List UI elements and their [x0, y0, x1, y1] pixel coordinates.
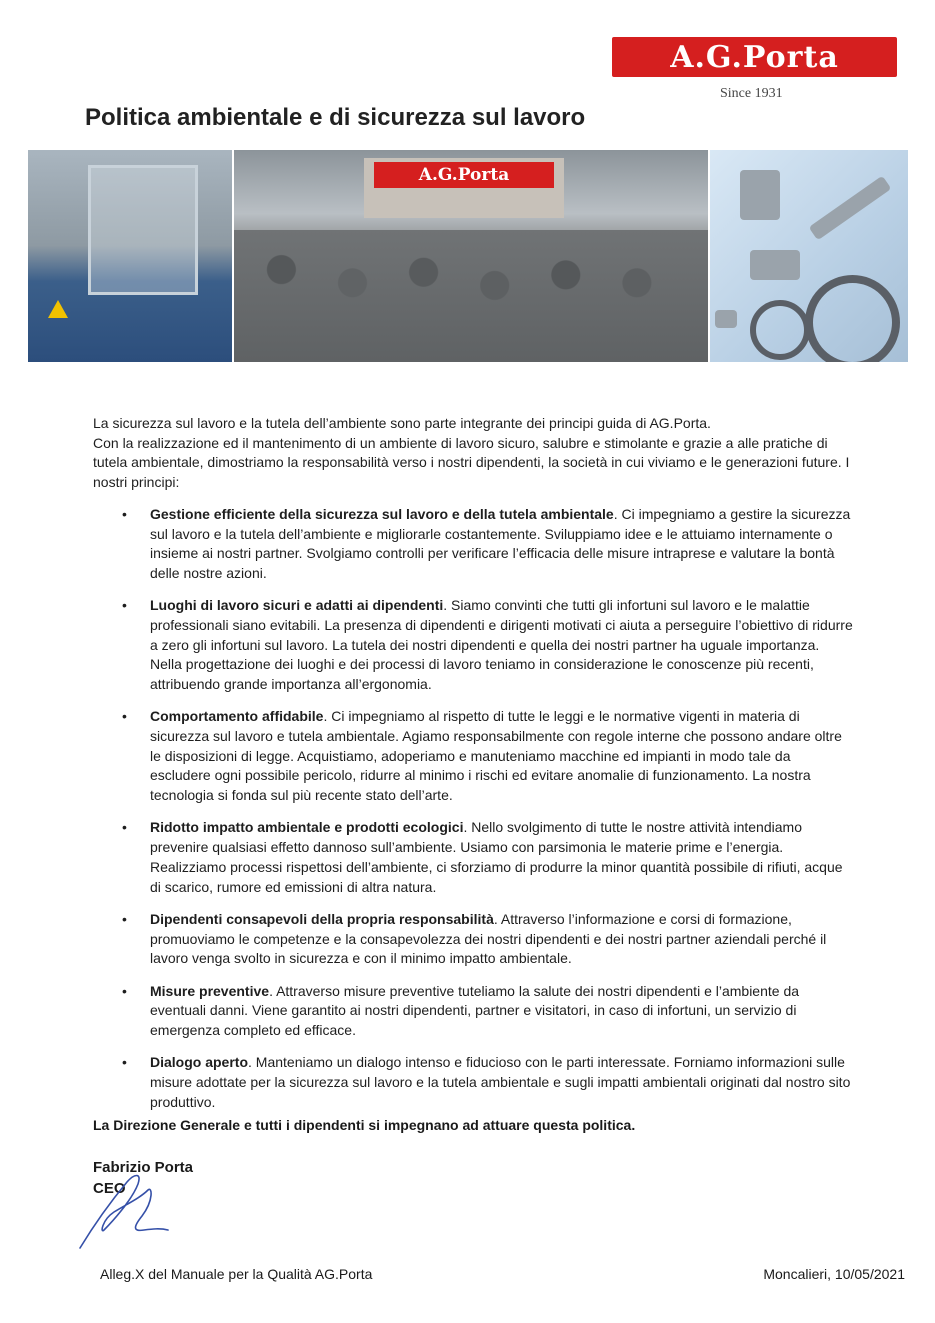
principle-text: . Ci impegniamo a gestire la sicurezza sul lavoro e la tutela dell’ambiente e migliorarle costantemente. Sviluppiamo idee e le attuiamo internamente o insieme ai nostri partner. Svolgiamo controlli per verificare l’efficacia delle misure intraprese e valutare la bontà delle nostre azioni. — [150, 505, 851, 581]
principle-text: . Attraverso l’informazione e corsi di formazione, promuoviamo le competenze e la consapevolezza dei nostri dipendenti e dei nostri partner aziendali perché il lavoro venga svolto in sicurezza e con il minimo impatto ambientale. — [150, 910, 827, 967]
page-title: Politica ambientale e di sicurezza sul lavoro — [85, 104, 586, 131]
bullet-icon: • — [122, 910, 127, 927]
principle-text: . Nello svolgimento di tutte le nostre attività intendiamo prevenire qualsiasi effetto dannoso sull’ambiente. Usiamo con parsimonia le materie prime e l’energia. Realizziamo processi rispettosi dell’ambiente, ci sforziamo di produrre la minor quantità possibile di rifiuti, acque di scarico, rumore ed emissioni di altra natura. — [150, 819, 843, 895]
company-logo — [612, 37, 897, 103]
intro-paragraph-2: Con la realizzazione ed il mantenimento di un ambiente di lavoro sicuro, salubre e stimolante e grazie a alle pratiche di tutela ambientale, dimostriamo la responsabilità verso i nostri dipendenti, la società in cui viviamo e le generazioni future. I nostri principi: — [93, 434, 850, 491]
factory-machine-photo — [28, 150, 232, 362]
intro-paragraph-1: La sicurezza sul lavoro e la tutela dell’ambiente sono parte integrante dei principi guida di AG.Porta. — [93, 415, 711, 431]
gear-ring-large — [805, 275, 900, 362]
principle-text: . Attraverso misure preventive tuteliamo la salute dei nostri dipendenti e l’ambiente da eventuali danni. Viene garantito ai nostri dipendenti, partner e visitatori, in caso di infortuni, un servizio di emergenza completo ed efficace. — [150, 982, 800, 1038]
part-bracket — [740, 170, 780, 220]
footer-place-date: Moncalieri, 10/05/2021 — [763, 1266, 905, 1282]
bullet-icon: • — [122, 1054, 127, 1071]
principle-item — [122, 818, 853, 897]
mechanical-parts-photo — [710, 150, 908, 362]
principle-item — [122, 1053, 853, 1112]
bullet-icon: • — [122, 708, 127, 725]
principle-heading: Gestione efficiente della sicurezza sul lavoro e della tutela ambientale — [150, 505, 614, 522]
principle-heading: Dialogo aperto — [150, 1054, 249, 1071]
principle-heading: Luoghi di lavoro sicuri e adatti ai dipendenti — [150, 597, 444, 614]
principle-item — [122, 982, 853, 1041]
principles-list — [93, 505, 853, 1113]
banner-photo-collage — [28, 150, 908, 362]
employees-crowd — [234, 230, 708, 362]
part-cap — [715, 310, 737, 328]
bullet-icon: • — [122, 982, 127, 999]
principle-item — [122, 505, 853, 584]
footer-reference: Alleg.X del Manuale per la Qualità AG.Porta — [100, 1266, 373, 1282]
signer-name: Fabrizio Porta — [93, 1159, 194, 1176]
principle-heading: Comportamento affidabile — [150, 708, 324, 725]
principle-text: . Ci impegniamo al rispetto di tutte le leggi e le normative vigenti in materia di sicurezza sul lavoro e tutela ambientale. Agiamo responsabilmente con regole interne che possono andare oltre le disposizioni di legge. Acquistiamo, adoperiamo e manuteniamo macchine ed impianti in modo tale da escludere ogni possibile pericolo, ridurre al minimo i rischi ed evitare anomalie di funzionamento. La nostra tecnologia si fonda sul più recente stato dell’arte. — [150, 708, 842, 804]
bullet-icon: • — [122, 505, 127, 522]
building-sign-text: A.G.Porta — [418, 165, 510, 185]
signer-role: CEO — [93, 1180, 126, 1197]
closing-statement: La Direzione Generale e tutti i dipendenti si impegnano ad attuare questa politica. — [93, 1117, 636, 1133]
handwritten-signature — [72, 1160, 172, 1255]
part-shaft — [809, 176, 892, 241]
logo-wordmark — [612, 37, 897, 77]
logo-brand-text: A.G.Porta — [670, 39, 839, 75]
principle-item — [122, 596, 853, 695]
team-group-photo — [234, 150, 708, 362]
principle-heading: Dipendenti consapevoli della propria responsabilità — [150, 910, 494, 927]
principle-text: . Siamo convinti che tutti gli infortuni sul lavoro e le malattie professionali siano evitabili. La presenza di dipendenti e dirigenti motivati ci aiuta a perseguire l’obiettivo di ridurre a zero gli infortuni sul lavoro. La tutela dei nostri dipendenti e quella dei nostri partner ha uguale importanza. Nella progettazione dei luoghi e dei processi di lavoro teniamo in considerazione le conoscenze più recenti, attribuendo grande importanza all’ergonomia. — [150, 597, 853, 693]
gear-ring-small — [750, 300, 810, 360]
bullet-icon: • — [122, 819, 127, 836]
building-sign — [374, 162, 554, 188]
policy-body — [93, 414, 853, 1125]
part-fork — [750, 250, 800, 280]
warning-sign-icon — [48, 300, 68, 318]
principle-item — [122, 707, 853, 806]
principle-heading: Misure preventive — [150, 982, 270, 999]
machine-enclosure — [88, 165, 198, 295]
logo-since: Since 1931 — [720, 86, 783, 101]
principle-item — [122, 910, 853, 969]
principle-heading: Ridotto impatto ambientale e prodotti ecologici — [150, 819, 464, 836]
principle-text: . Manteniamo un dialogo intenso e fiducioso con le parti interessate. Forniamo informazioni sulle misure adottate per la sicurezza sul lavoro e la tutela ambientale e sugli impatti ambientali originati dal nostro sito produttivo. — [150, 1054, 851, 1110]
bullet-icon: • — [122, 597, 127, 614]
